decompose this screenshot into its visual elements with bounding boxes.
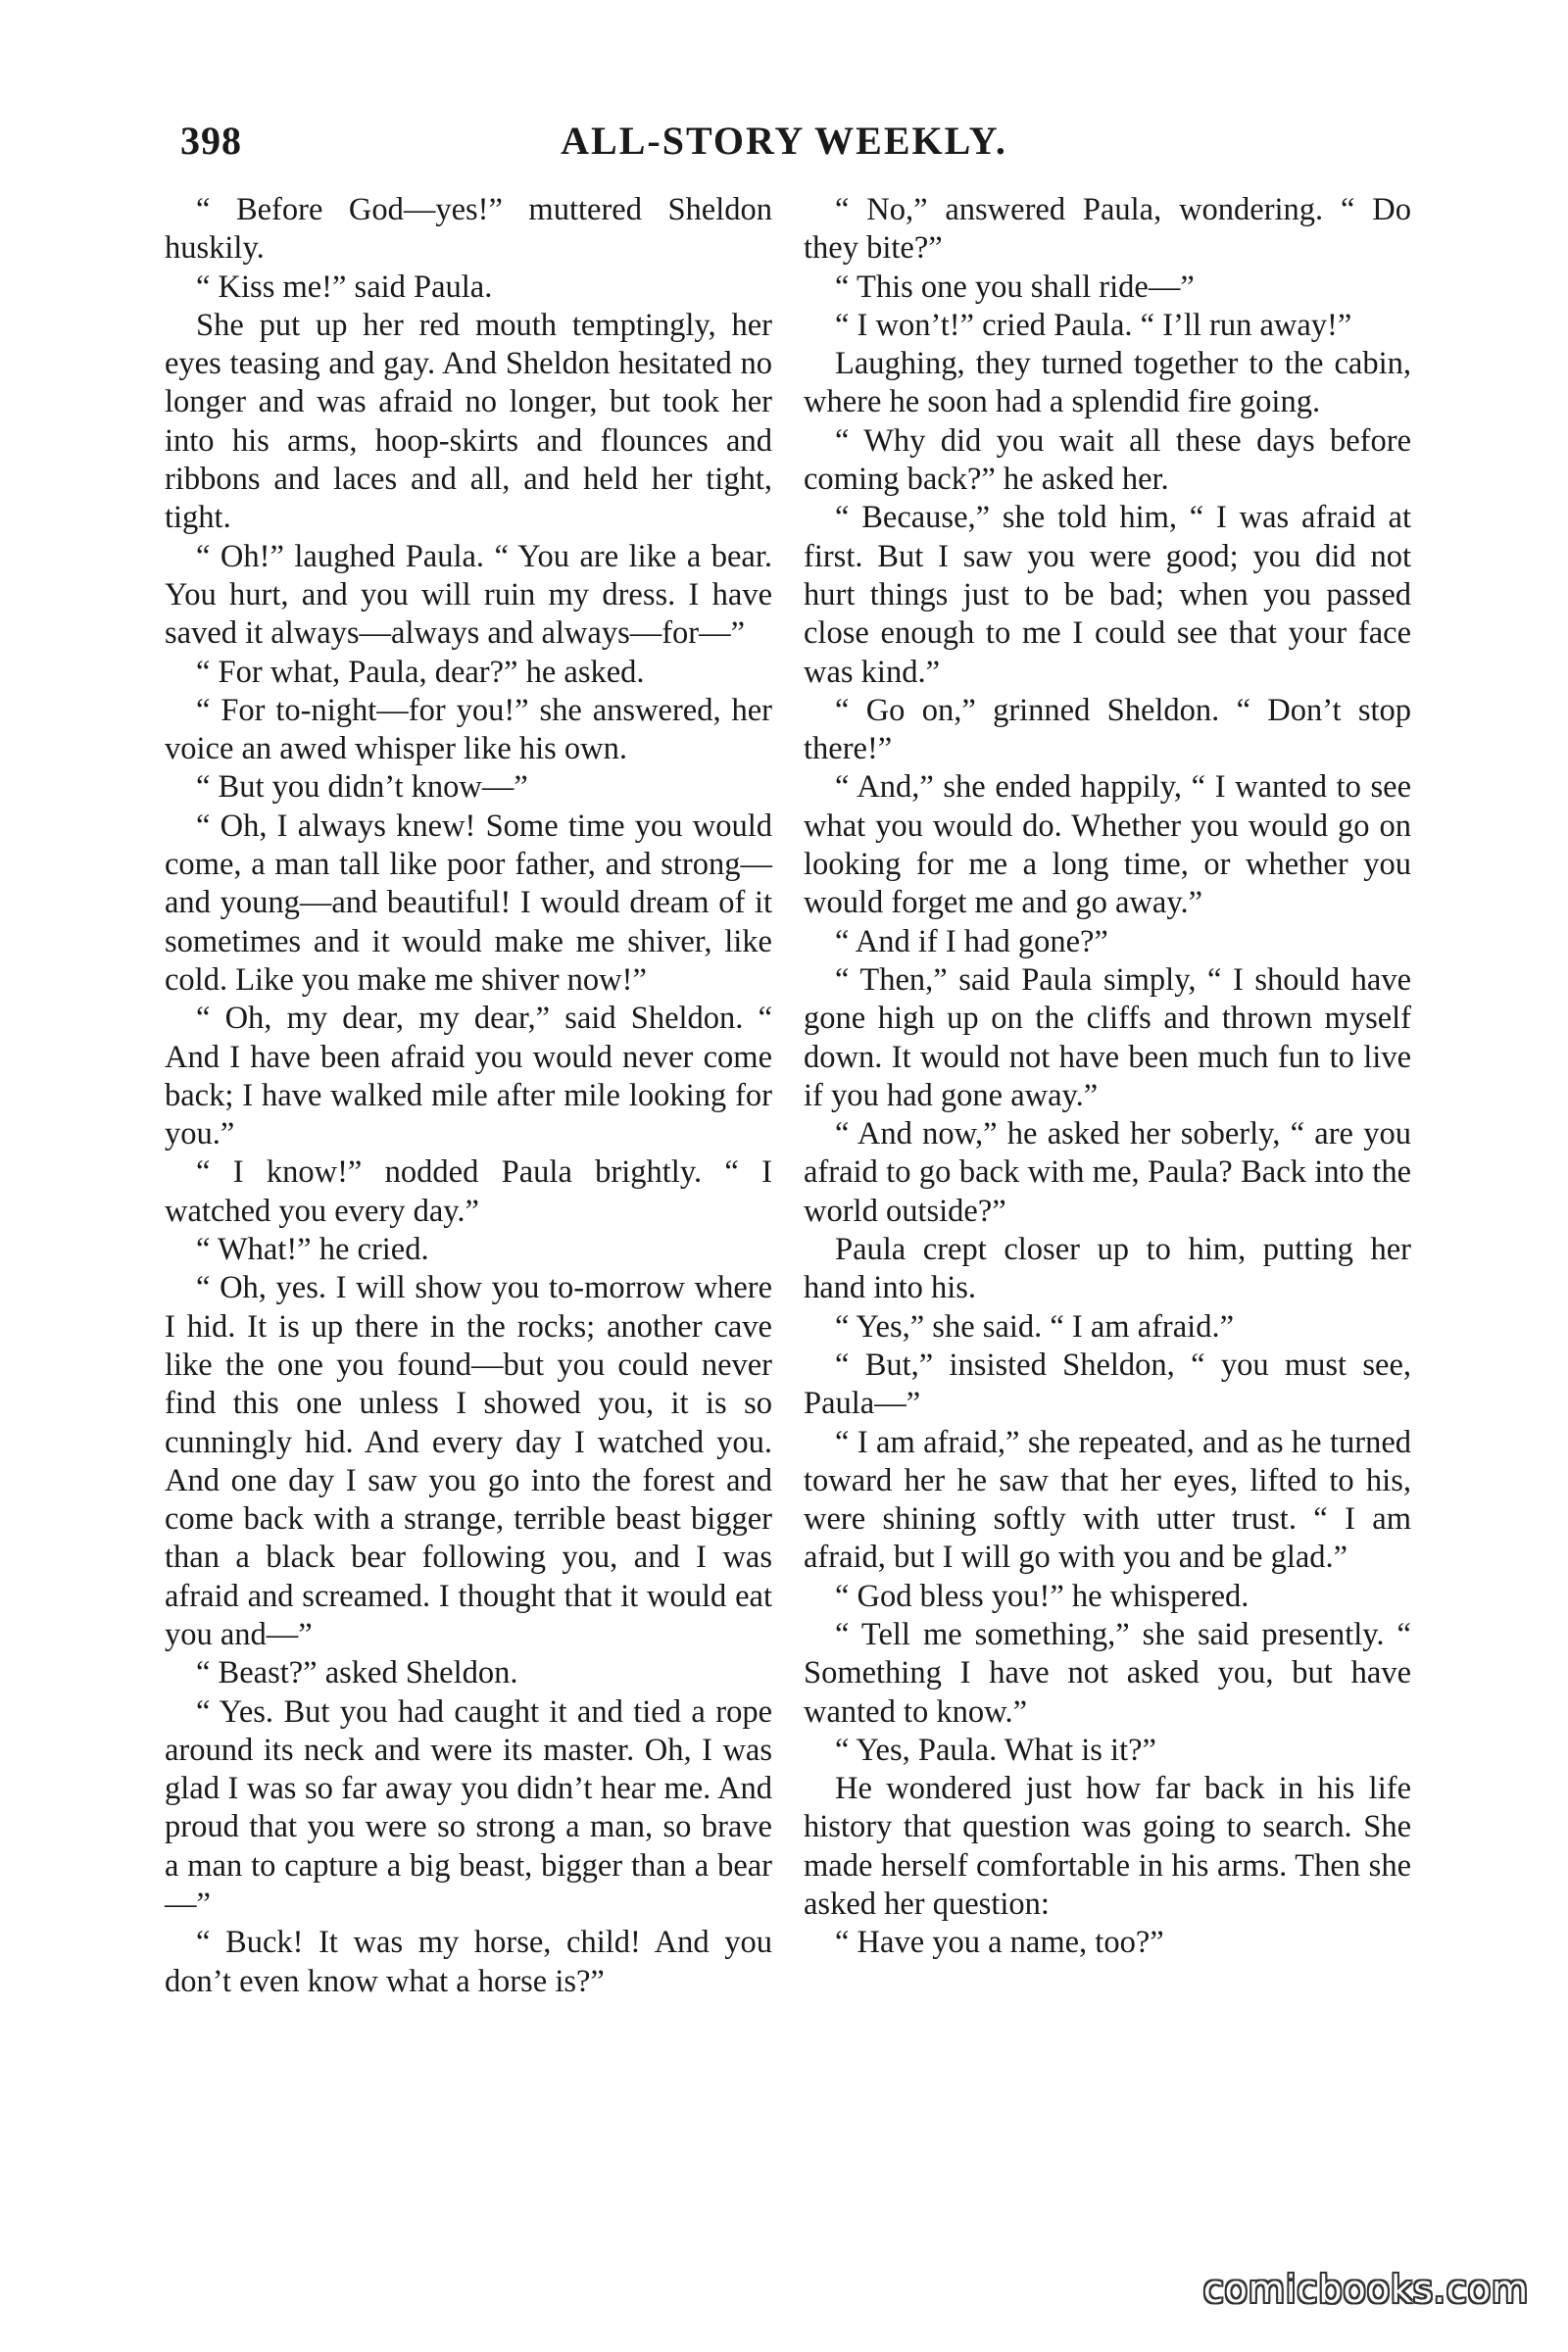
paragraph: Laughing, they turned together to the cabin, where he soon had a splendid fire going. [804, 346, 1411, 420]
paragraph: “ Oh, my dear, my dear,” said Sheldon. “ And I have been afraid you would never come back; I have walked mile after mile looking for you.” [165, 1001, 772, 1152]
paragraph: “ God bless you!” he whispered. [835, 1578, 1250, 1614]
paragraph: “ Yes, Paula. What is it?” [835, 1732, 1156, 1768]
paragraph: “ Kiss me!” said Paula. [196, 269, 493, 305]
paragraph: “ Oh, I always knew! Some time you would come, a man tall like poor father, and strong—and young—and beautiful! I would dream of it sometimes and it would make me shiver, like cold. Like you make me shiver now!” [165, 808, 772, 998]
paragraph: He wondered just how far back in his life history that question was going to search. She made herself comfortable in his arms. Then she asked her question: [804, 1771, 1411, 1923]
paragraph: “ Tell me something,” she said presently. “ Something I have not asked you, but have wanted to know.” [804, 1616, 1411, 1730]
paragraph: “ Oh!” laughed Paula. “ You are like a bear. You hurt, and you will ruin my dress. I have saved it always—always and always—for—” [165, 538, 772, 652]
paragraph: “ And now,” he asked her soberly, “ are you afraid to go back with me, Paula? Back into the world outside?” [804, 1116, 1411, 1229]
paragraph: “ Oh, yes. I will show you to-morrow where I hid. It is up there in the rocks; another cave like the one you found—but you could never find this one unless I showed you, it is so cunningly hid. And every day I watched you. And one day I saw you go into the forest and come back with a strange, terrible beast bigger than a black bear following you, and I was afraid and screamed. I thought that it would eat you and—” [165, 1270, 772, 1652]
paragraph: “ But,” insisted Sheldon, “ you must see, Paula—” [804, 1347, 1411, 1422]
paragraph: “ No,” answered Paula, wondering. “ Do they bite?” [804, 192, 1411, 267]
paragraph: Paula crept closer up to him, putting her hand into his. [804, 1232, 1411, 1306]
paragraph: She put up her red mouth temptingly, her eyes teasing and gay. And Sheldon hesitated no longer and was afraid no longer, but took her into his arms, hoop-skirts and flounces and ribbons and laces and all, and held her tight, tight. [165, 307, 772, 536]
paragraph: “ Buck! It was my horse, child! And you don’t even know what a horse is?” [165, 1925, 772, 1999]
paragraph: “ Yes,” she said. “ I am afraid.” [835, 1308, 1235, 1345]
paragraph: “ For what, Paula, dear?” he asked. [196, 654, 645, 690]
left-column [165, 191, 772, 2001]
running-title: ALL-STORY WEEKLY. [561, 119, 1007, 163]
watermark: comicbooks.com [1202, 2268, 1529, 2311]
paragraph: “ I won’t!” cried Paula. “ I’ll run away!” [835, 307, 1352, 343]
paragraph: “ But you didn’t know—” [196, 769, 528, 806]
paragraph: “ Before God—yes!” muttered Sheldon huskily. [165, 192, 772, 267]
paragraph: “ For to-night—for you!” she answered, her voice an awed whisper like his own. [165, 692, 772, 767]
paragraph: “ And,” she ended happily, “ I wanted to see what you would do. Whether you would go on looking for me a long time, or whether you would forget me and go away.” [804, 769, 1411, 921]
paragraph: “ Go on,” grinned Sheldon. “ Don’t stop there!” [804, 692, 1411, 767]
paragraph: “ I know!” nodded Paula brightly. “ I watched you every day.” [165, 1154, 772, 1229]
paragraph: “ Yes. But you had caught it and tied a rope around its neck and were its master. Oh, I was glad I was so far away you didn’t hear me. And proud that you were so strong a man, so brave a man to capture a big beast, bigger than a bear—” [165, 1693, 772, 1923]
paragraph: “ What!” he cried. [196, 1232, 429, 1268]
paragraph: “ Have you a name, too?” [835, 1925, 1164, 1961]
paragraph: “ I am afraid,” she repeated, and as he turned toward her he saw that her eyes, lifted to his, were shining softly with utter trust. “ I am afraid, but I will go with you and be glad.” [804, 1424, 1411, 1576]
page-number: 398 [180, 119, 242, 163]
paragraph: “ Beast?” asked Sheldon. [196, 1655, 518, 1691]
paragraph: “ Then,” said Paula simply, “ I should have gone high up on the cliffs and thrown myself down. It would not have been much fun to live if you had gone away.” [804, 961, 1411, 1113]
paragraph: “ Because,” she told him, “ I was afraid at first. But I saw you were good; you did not hurt things just to be bad; when you passed close enough to me I could see that your face was kind.” [804, 500, 1411, 690]
paragraph: “ And if I had gone?” [835, 923, 1108, 959]
right-column [804, 191, 1411, 1963]
paragraph: “ Why did you wait all these days before coming back?” he asked her. [804, 422, 1411, 498]
paragraph: “ This one you shall ride—” [835, 269, 1195, 305]
